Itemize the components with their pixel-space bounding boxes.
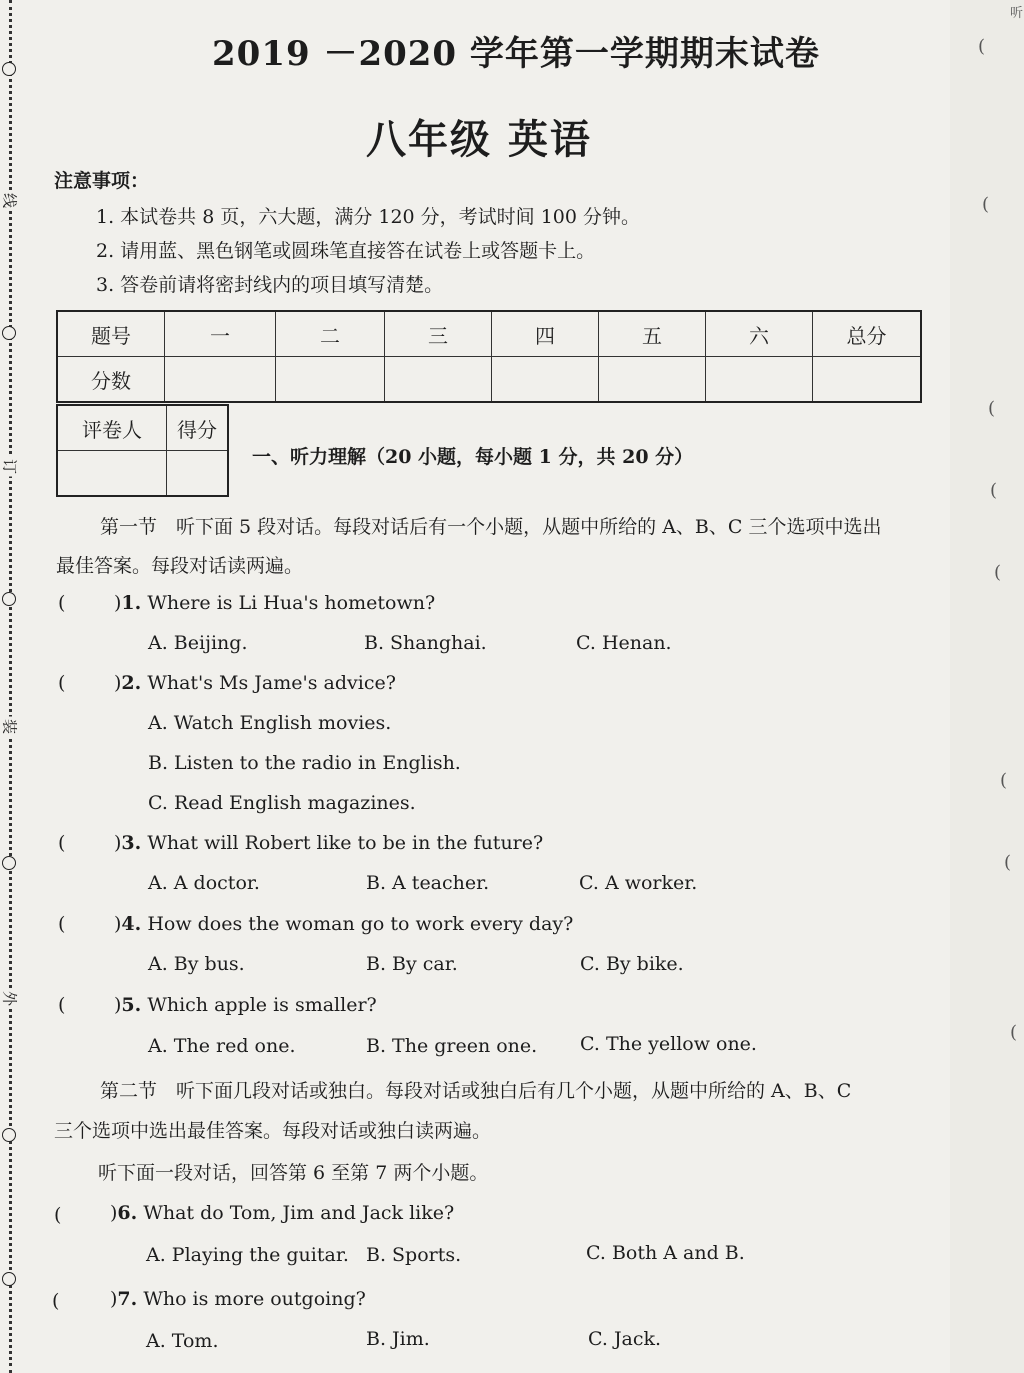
question-4: )4. How does the woman go to work every day? bbox=[114, 913, 574, 935]
exam-title: 2019 －2020 学年第一学期期末试卷 bbox=[212, 34, 820, 74]
q3-option-b: B. A teacher. bbox=[366, 872, 490, 894]
score-header-cell: 题号 bbox=[57, 311, 165, 357]
score-blank-cell[interactable] bbox=[706, 357, 813, 403]
score-table bbox=[56, 310, 922, 403]
q2-option-a: A. Watch English movies. bbox=[148, 712, 392, 734]
section1-instruction-cont: 最佳答案。每段对话读两遍。 bbox=[56, 555, 304, 577]
binding-hole-icon bbox=[2, 856, 16, 870]
answer-paren[interactable]: ( bbox=[54, 1204, 62, 1226]
score-header-cell: 六 bbox=[706, 311, 813, 357]
score-row-label: 分数 bbox=[57, 357, 165, 403]
q5-option-a: A. The red one. bbox=[148, 1035, 296, 1057]
q7-option-c: C. Jack. bbox=[588, 1328, 662, 1350]
grader-table bbox=[56, 404, 229, 497]
binding-hole-icon bbox=[2, 1128, 16, 1142]
next-page-paren: ( bbox=[988, 398, 996, 419]
notice-item: 3. 答卷前请将密封线内的项目填写清楚。 bbox=[96, 274, 444, 296]
answer-paren[interactable]: ( bbox=[58, 592, 66, 614]
binding-char-outer: 外 bbox=[0, 989, 21, 1009]
binding-hole-icon bbox=[2, 1272, 16, 1286]
section2-instruction: 第二节 听下面几段对话或独白。每段对话或独白后有几个小题，从题中所给的 A、B、C bbox=[100, 1080, 852, 1102]
question-7: )7. Who is more outgoing? bbox=[110, 1288, 366, 1310]
grader-header-cell: 评卷人 bbox=[57, 405, 167, 451]
q6-option-b: B. Sports. bbox=[366, 1244, 462, 1266]
next-page-corner-text: 听 bbox=[1010, 6, 1024, 21]
binding-hole-icon bbox=[2, 62, 16, 76]
answer-paren[interactable]: ( bbox=[58, 832, 66, 854]
score-header-cell: 总分 bbox=[813, 311, 922, 357]
q1-option-c: C. Henan. bbox=[576, 632, 672, 654]
q3-option-a: A. A doctor. bbox=[148, 872, 260, 894]
score-header-cell: 三 bbox=[385, 311, 492, 357]
notice-item: 1. 本试卷共 8 页，六大题，满分 120 分，考试时间 100 分钟。 bbox=[96, 206, 641, 228]
q6-option-c: C. Both A and B. bbox=[586, 1242, 745, 1264]
score-header-cell: 一 bbox=[165, 311, 276, 357]
score-blank-cell[interactable] bbox=[276, 357, 385, 403]
question-1: )1. Where is Li Hua's hometown? bbox=[114, 592, 436, 614]
q2-option-b: B. Listen to the radio in English. bbox=[148, 752, 461, 774]
q6-option-a: A. Playing the guitar. bbox=[146, 1244, 349, 1266]
score-blank-cell[interactable] bbox=[385, 357, 492, 403]
exam-subtitle: 八年级 英语 bbox=[366, 116, 592, 163]
binding-char-bind: 装 bbox=[0, 717, 21, 737]
section2-instruction-cont: 三个选项中选出最佳答案。每段对话或独白读两遍。 bbox=[54, 1120, 492, 1142]
score-header-cell: 四 bbox=[492, 311, 599, 357]
question-3: )3. What will Robert like to be in the future? bbox=[114, 832, 544, 854]
answer-paren[interactable]: ( bbox=[58, 994, 66, 1016]
question-2: )2. What's Ms Jame's advice? bbox=[114, 672, 396, 694]
next-page-paren: ( bbox=[994, 562, 1002, 583]
answer-paren[interactable]: ( bbox=[52, 1290, 60, 1312]
next-page-paren: ( bbox=[990, 480, 998, 501]
score-blank-cell[interactable] bbox=[813, 357, 922, 403]
q7-option-a: A. Tom. bbox=[146, 1330, 219, 1352]
q7-option-b: B. Jim. bbox=[366, 1328, 430, 1350]
question-5: )5. Which apple is smaller? bbox=[114, 994, 377, 1016]
grader-header-cell: 得分 bbox=[167, 405, 229, 451]
score-header-cell: 五 bbox=[599, 311, 706, 357]
next-page-paren: ( bbox=[1000, 770, 1008, 791]
next-page-paren: ( bbox=[1004, 852, 1012, 873]
binding-hole-icon bbox=[2, 592, 16, 606]
binding-strip bbox=[0, 0, 22, 1373]
next-page-paren: ( bbox=[982, 194, 990, 215]
q5-option-c: C. The yellow one. bbox=[580, 1033, 757, 1055]
notice-heading: 注意事项： bbox=[54, 170, 150, 192]
q4-option-a: A. By bus. bbox=[148, 953, 245, 975]
binding-hole-icon bbox=[2, 326, 16, 340]
score-blank-cell[interactable] bbox=[599, 357, 706, 403]
q3-option-c: C. A worker. bbox=[579, 872, 698, 894]
score-blank-cell[interactable] bbox=[165, 357, 276, 403]
notice-item: 2. 请用蓝、黑色钢笔或圆珠笔直接答在试卷上或答题卡上。 bbox=[96, 240, 596, 262]
next-page-paren: ( bbox=[1010, 1022, 1018, 1043]
q4-option-c: C. By bike. bbox=[580, 953, 684, 975]
grader-blank-cell[interactable] bbox=[57, 451, 167, 497]
part1-heading: 一、听力理解（20 小题，每小题 1 分，共 20 分） bbox=[252, 446, 694, 468]
answer-paren[interactable]: ( bbox=[58, 672, 66, 694]
section1-instruction: 第一节 听下面 5 段对话。每段对话后有一个小题，从题中所给的 A、B、C 三个选项中选出 bbox=[100, 516, 882, 538]
score-blank-cell[interactable] bbox=[492, 357, 599, 403]
score-header-cell: 二 bbox=[276, 311, 385, 357]
q4-option-b: B. By car. bbox=[366, 953, 458, 975]
q2-option-c: C. Read English magazines. bbox=[148, 792, 416, 814]
binding-char-line: 线 bbox=[0, 191, 21, 211]
next-page-paren: ( bbox=[978, 36, 986, 57]
q5-option-b: B. The green one. bbox=[366, 1035, 538, 1057]
binding-char-order: 订 bbox=[0, 457, 21, 477]
q1-option-b: B. Shanghai. bbox=[364, 632, 487, 654]
question-6: )6. What do Tom, Jim and Jack like? bbox=[110, 1202, 455, 1224]
answer-paren[interactable]: ( bbox=[58, 913, 66, 935]
grader-blank-cell[interactable] bbox=[167, 451, 229, 497]
section2-intro: 听下面一段对话，回答第 6 至第 7 两个小题。 bbox=[98, 1162, 489, 1184]
q1-option-a: A. Beijing. bbox=[148, 632, 248, 654]
